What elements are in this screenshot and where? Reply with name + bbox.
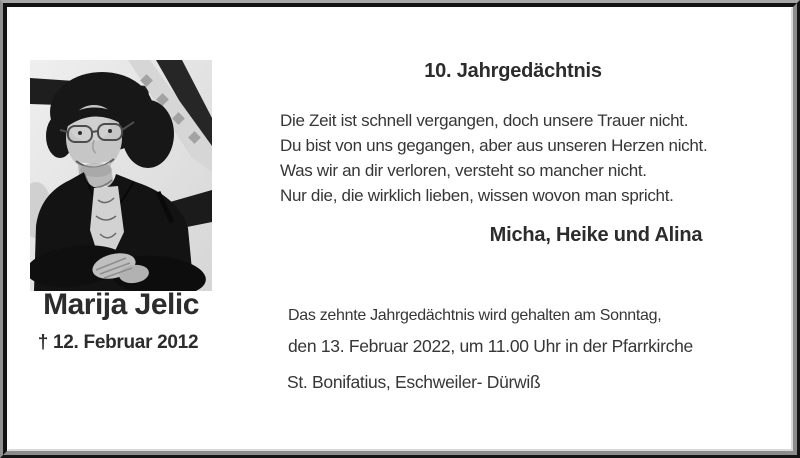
- service-info-line: St. Bonifatius, Eschweiler- Dürwiß: [287, 372, 541, 392]
- deceased-name: Marija Jelic: [43, 288, 199, 321]
- clipping-frame: [3, 3, 797, 455]
- service-info-line: Das zehnte Jahrgedächtnis wird gehalten am Sonntag,: [288, 307, 662, 324]
- poem-line: Du bist von uns gegangen, aber aus unseren Herzen nicht.: [280, 136, 708, 155]
- memorial-poem: [280, 108, 707, 208]
- poem-line: Die Zeit ist schnell vergangen, doch unsere Trauer nicht.: [280, 111, 689, 130]
- poem-line: Nur die, die wirklich lieben, wissen wovon man spricht.: [280, 186, 674, 205]
- portrait-photo: [30, 60, 212, 291]
- clipping-paper: [7, 7, 793, 451]
- mourners-signature: Micha, Heike und Alina: [489, 224, 703, 246]
- death-date: † 12. Februar 2012: [37, 332, 199, 353]
- memorial-title: 10. Jahrgedächtnis: [424, 60, 602, 82]
- service-info-line: den 13. Februar 2022, um 11.00 Uhr in der Pfarrkirche: [288, 336, 693, 356]
- poem-line: Was wir an dir verloren, versteht so mancher nicht.: [280, 161, 647, 180]
- portrait-photo-image: [30, 60, 212, 291]
